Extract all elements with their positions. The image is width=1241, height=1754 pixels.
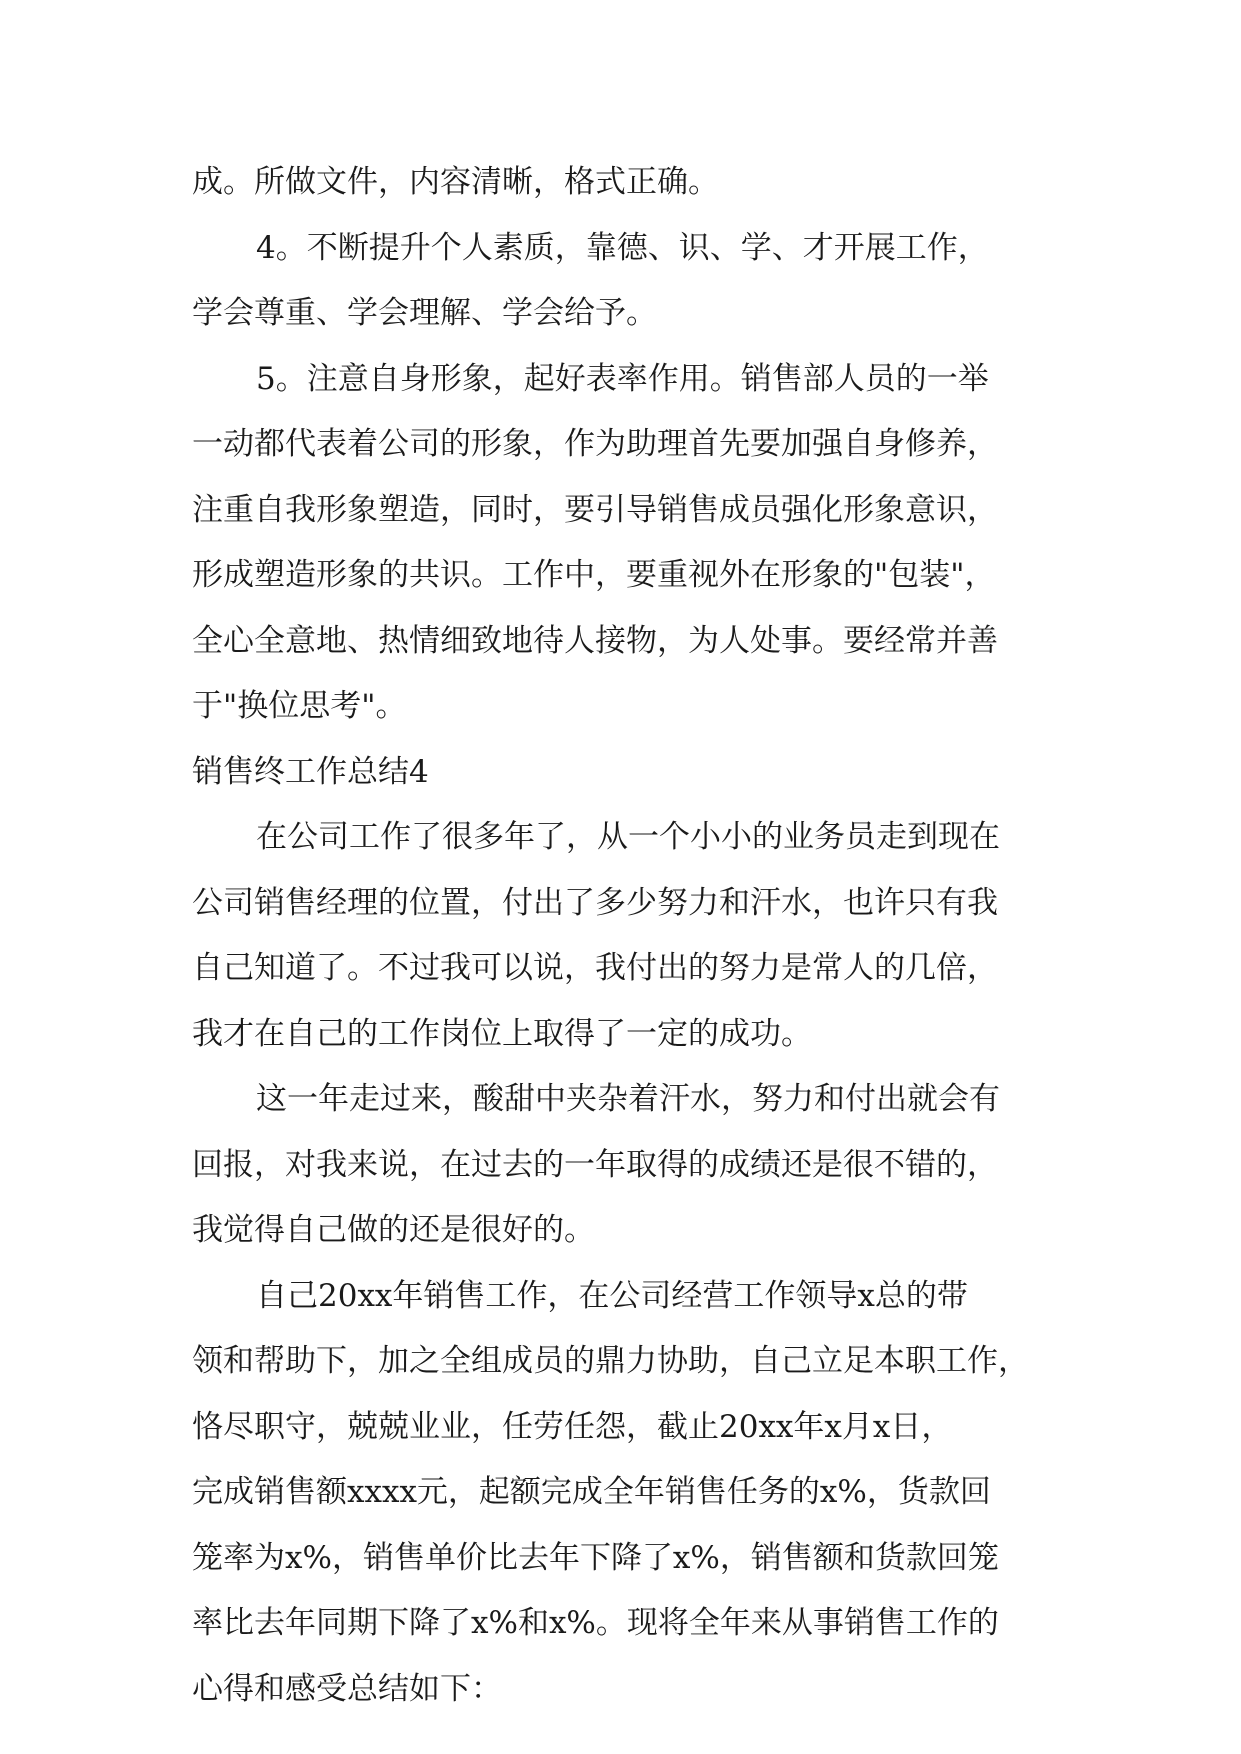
text-line: 这一年走过来，酸甜中夹杂着汗水，努力和付出就会有 — [256, 1081, 1000, 1117]
text-line: 一动都代表着公司的形象，作为助理首先要加强自身修养， — [192, 426, 998, 462]
text-line: 注重自我形象塑造，同时，要引导销售成员强化形象意识， — [192, 491, 998, 528]
text-line: 恪尽职守，兢兢业业，任劳任怨，截止20xx年x月x日， — [192, 1408, 953, 1445]
text-line: 公司销售经理的位置，付出了多少努力和汗水，也许只有我 — [192, 884, 998, 921]
text-line: 4。不断提升个人素质，靠德、识、学、才开展工作， — [256, 229, 989, 266]
text-line: 领和帮助下，加之全组成员的鼎力协助，自己立足本职工作， — [192, 1343, 1029, 1379]
text-line: 形成塑造形象的共识。工作中，要重视外在形象的"包装"， — [192, 557, 996, 593]
document-body — [192, 160, 1062, 1732]
text-line: 自己20xx年销售工作，在公司经营工作领导x总的带 — [256, 1277, 968, 1314]
text-line: 心得和感受总结如下： — [192, 1670, 502, 1707]
text-line: 我才在自己的工作岗位上取得了一定的成功。 — [192, 1015, 812, 1052]
text-line: 学会尊重、学会理解、学会给予。 — [192, 295, 657, 331]
text-line: 笼率为x%，销售单价比去年下降了x%，销售额和货款回笼 — [192, 1539, 999, 1576]
section-heading: 销售终工作总结4 — [192, 753, 429, 790]
text-line: 5。注意自身形象，起好表率作用。销售部人员的一举 — [256, 360, 989, 397]
text-line: 完成销售额xxxx元，起额完成全年销售任务的x%，货款回 — [192, 1474, 991, 1510]
text-line: 我觉得自己做的还是很好的。 — [192, 1212, 595, 1248]
text-line: 成。所做文件，内容清晰，格式正确。 — [192, 164, 719, 200]
text-line: 全心全意地、热情细致地待人接物，为人处事。要经常并善 — [192, 622, 998, 659]
text-line: 自己知道了。不过我可以说，我付出的努力是常人的几倍， — [192, 950, 998, 986]
text-line: 回报，对我来说，在过去的一年取得的成绩还是很不错的， — [192, 1146, 998, 1183]
text-line: 在公司工作了很多年了，从一个小小的业务员走到现在 — [256, 819, 1000, 855]
text-line: 率比去年同期下降了x%和x%。现将全年来从事销售工作的 — [192, 1605, 999, 1641]
text-line: 于"换位思考"。 — [192, 688, 407, 724]
